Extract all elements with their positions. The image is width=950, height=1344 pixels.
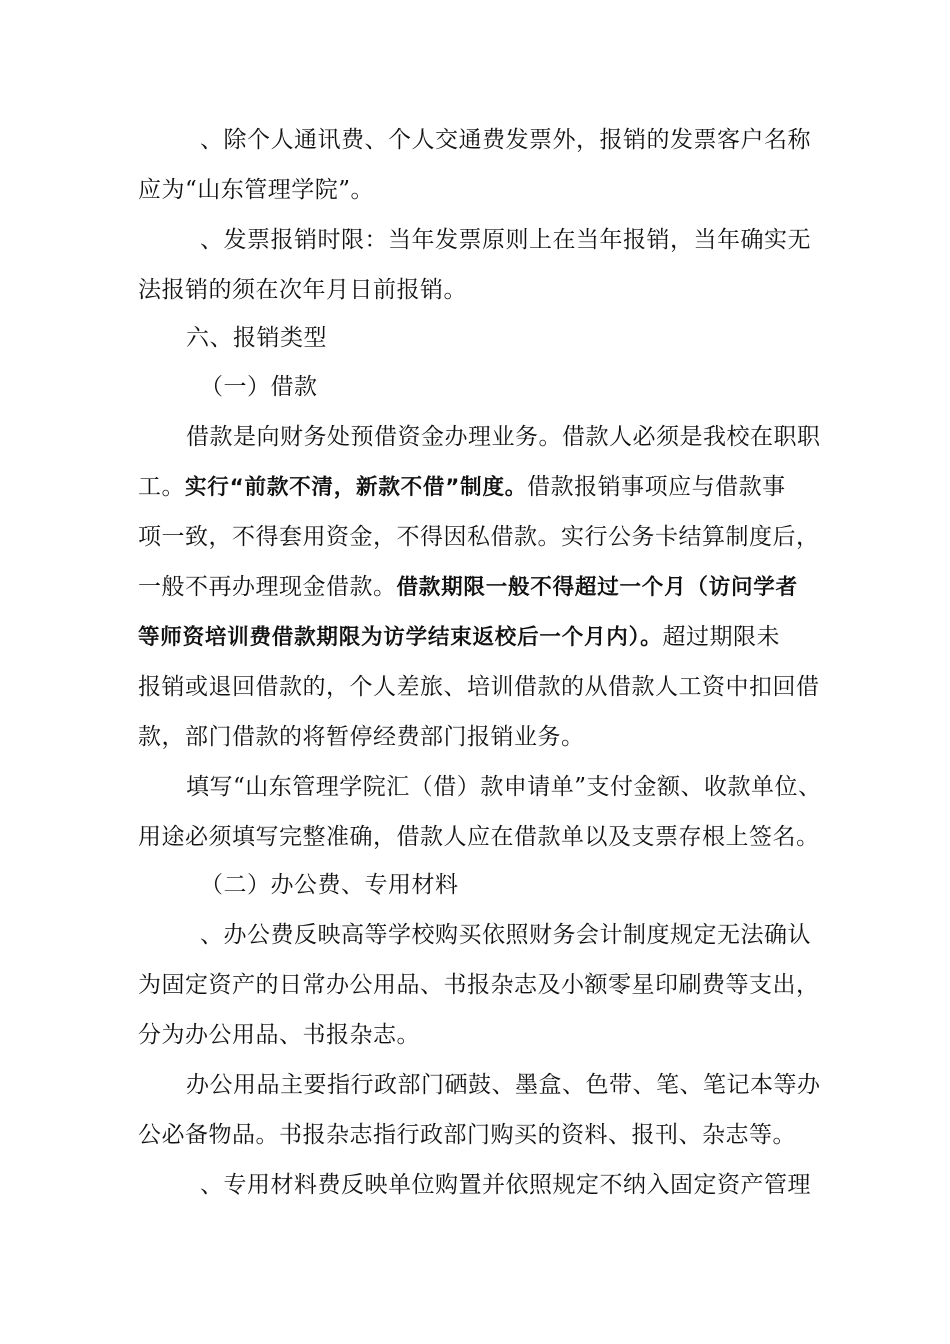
paragraph-line: 、专用材料费反映单位购置并依照规定不纳入固定资产管理 (200, 1172, 811, 1198)
bold-text-run: 等师资培训费借款期限为访学结束返校后一个月内）。 (138, 625, 663, 650)
paragraph-line: 为固定资产的日常办公用品、书报杂志及小额零星印刷费等支出， (138, 972, 820, 998)
paragraph-line (138, 622, 780, 653)
text-run: 超过期限未 (662, 624, 780, 650)
paragraph-line: 公必备物品。书报杂志指行政部门购买的资料、报刊、杂志等。 (138, 1122, 796, 1148)
paragraph-line (138, 572, 798, 603)
paragraph-line: 、除个人通讯费、个人交通费发票外，报销的发票客户名称 (200, 127, 811, 153)
paragraph-line: 用途必须填写完整准确，借款人应在借款单以及支票存根上签名。 (138, 824, 820, 850)
bold-text-run: 实行“前款不清，新款不借”制度。 (185, 475, 528, 500)
bold-text-run: 借款期限一般不得超过一个月（访问学者 (396, 575, 798, 600)
paragraph-line: 应为“山东管理学院”。 (138, 177, 375, 203)
paragraph-line: 、办公费反映高等学校购买依照财务会计制度规定无法确认 (200, 922, 811, 948)
subsection-heading: （一）借款 (200, 374, 318, 400)
paragraph-line: 报销或退回借款的，个人差旅、培训借款的从借款人工资中扣回借 (138, 674, 820, 700)
paragraph-line: 分为办公用品、书报杂志。 (138, 1022, 420, 1048)
subsection-heading: （二）办公费、专用材料 (200, 872, 459, 898)
paragraph-line: 填写“山东管理学院汇（借）款申请单”支付金额、收款单位、 (186, 774, 822, 800)
paragraph-line: 项一致，不得套用资金，不得因私借款。实行公务卡结算制度后， (138, 524, 820, 550)
paragraph-line: 办公用品主要指行政部门硒鼓、墨盒、色带、笔、笔记本等办 (186, 1072, 821, 1098)
paragraph-line: 款，部门借款的将暂停经费部门报销业务。 (138, 724, 585, 750)
section-heading: 六、报销类型 (186, 325, 327, 351)
text-run: 借款报销事项应与借款事 (527, 474, 786, 500)
paragraph-line: 、发票报销时限：当年发票原则上在当年报销，当年确实无 (200, 227, 811, 253)
paragraph-line (138, 472, 786, 503)
text-run: 一般不再办理现金借款。 (138, 574, 397, 600)
paragraph-line: 借款是向财务处预借资金办理业务。借款人必须是我校在职职 (186, 424, 821, 450)
paragraph-line: 法报销的须在次年月日前报销。 (138, 277, 467, 303)
text-run: 工。 (138, 474, 185, 500)
